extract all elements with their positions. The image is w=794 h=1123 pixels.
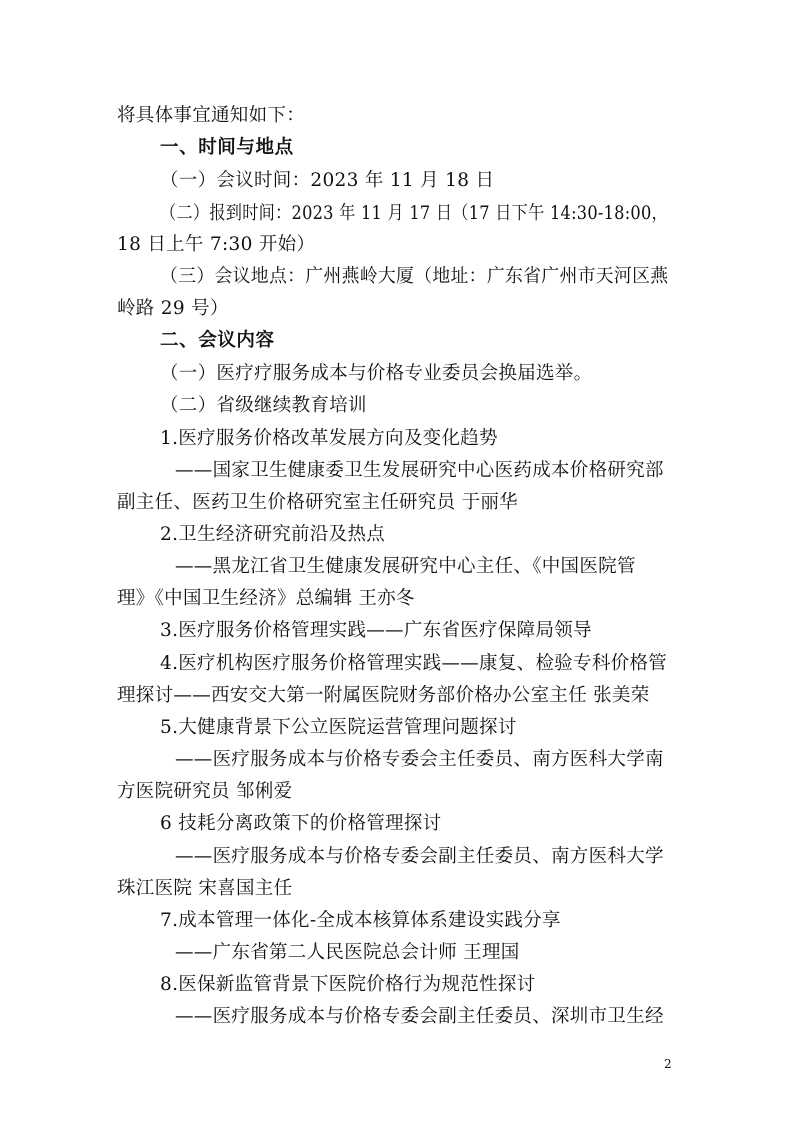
topic-8-title: 8.医保新监管背景下医院价格行为规范性探讨 — [160, 974, 536, 995]
registration-time-line-cont: 18 日上午 7:30 开始） — [117, 234, 316, 255]
section-heading-time-location: 一、时间与地点 — [160, 137, 294, 158]
topic-6-speaker: ——医疗服务成本与价格专委会副主任委员、南方医科大学 — [175, 846, 664, 867]
content-item-election: （一）医疗疗服务成本与价格专业委员会换届选举。 — [160, 363, 593, 384]
topic-7-speaker: ——广东省第二人民医院总会计师 王理国 — [175, 942, 520, 963]
page-number: 2 — [664, 1057, 672, 1071]
content-item-training: （二）省级继续教育培训 — [160, 395, 367, 416]
topic-4-title: 4.医疗机构医疗服务价格管理实践——康复、检验专科价格管 — [160, 653, 668, 674]
topic-5-title: 5.大健康背景下公立医院运营管理问题探讨 — [160, 717, 517, 738]
meeting-location-line: （三）会议地点：广州燕岭大厦（地址：广东省广州市天河区燕 — [160, 266, 669, 287]
topic-8-speaker: ——医疗服务成本与价格专委会副主任委员、深圳市卫生经 — [175, 1006, 664, 1027]
topic-1-speaker-cont: 副主任、医药卫生价格研究室主任研究员 于丽华 — [117, 492, 518, 513]
topic-1-title: 1.医疗服务价格改革发展方向及变化趋势 — [160, 428, 498, 449]
topic-6-speaker-cont: 珠江医院 宋喜国主任 — [117, 878, 293, 899]
topic-7-title: 7.成本管理一体化-全成本核算体系建设实践分享 — [160, 910, 561, 931]
topic-3-title: 3.医疗服务价格管理实践——广东省医疗保障局领导 — [160, 620, 592, 641]
topic-1-speaker: ——国家卫生健康委卫生发展研究中心医药成本价格研究部 — [175, 460, 664, 481]
meeting-time-line: （一）会议时间：2023 年 11 月 18 日 — [160, 170, 495, 191]
topic-2-speaker-cont: 理》《中国卫生经济》总编辑 王亦冬 — [117, 588, 415, 609]
meeting-location-line-cont: 岭路 29 号） — [117, 298, 229, 319]
topic-2-title: 2.卫生经济研究前沿及热点 — [160, 524, 386, 545]
topic-5-speaker: ——医疗服务成本与价格专委会主任委员、南方医科大学南 — [175, 749, 664, 770]
registration-time-line: （二）报到时间：2023 年 11 月 17 日（17 日下午 14:30-18:00， — [160, 203, 668, 224]
topic-6-title: 6 技耗分离政策下的价格管理探讨 — [160, 813, 442, 834]
topic-2-speaker: ——黑龙江省卫生健康发展研究中心主任、《中国医院管 — [175, 556, 636, 577]
topic-4-title-cont: 理探讨——西安交大第一附属医院财务部价格办公室主任 张美荣 — [117, 685, 650, 706]
topic-5-speaker-cont: 方医院研究员 邹俐爱 — [117, 781, 293, 802]
section-heading-content: 二、会议内容 — [160, 330, 275, 351]
intro-line: 将具体事宜通知如下： — [117, 105, 306, 126]
